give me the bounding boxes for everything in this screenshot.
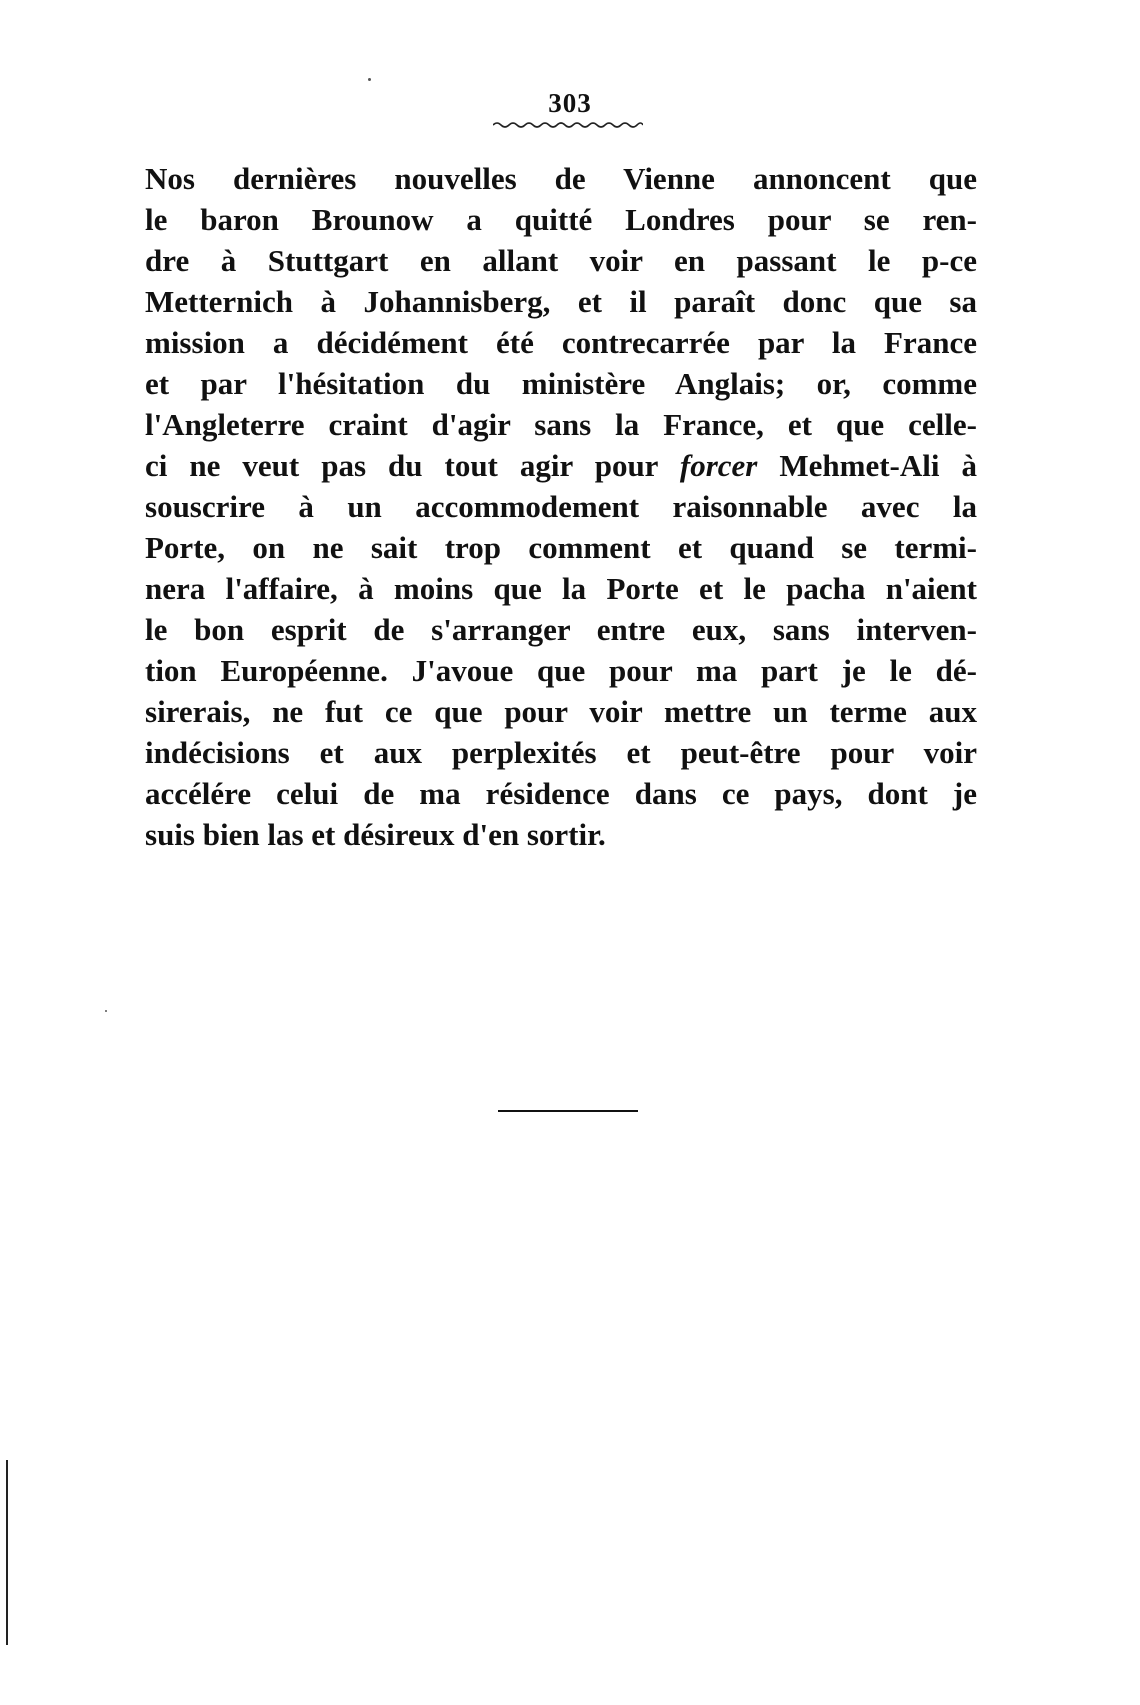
- text-line: Nos dernières nouvelles de Vienne annoncent que: [145, 161, 977, 196]
- text-line-with-italic: [145, 445, 977, 486]
- page-number-wavy-underline: [493, 120, 643, 130]
- text-line: nera l'affaire, à moins que la Porte et le pacha n'aient: [145, 571, 977, 606]
- text-line: indécisions et aux perplexités et peut-être pour voir: [145, 735, 977, 770]
- text-line: tion Européenne. J'avoue que pour ma part je le dé-: [145, 653, 977, 688]
- scan-speck: [368, 78, 371, 81]
- text-segment: ci ne veut pas du tout agir pour: [145, 448, 680, 483]
- scan-speck: [105, 1010, 107, 1012]
- text-line: Porte, on ne sait trop comment et quand se termi-: [145, 530, 977, 565]
- italic-word: forcer: [679, 448, 758, 483]
- text-line: Metternich à Johannisberg, et il paraît donc que sa: [145, 284, 977, 319]
- text-line: sirerais, ne fut ce que pour voir mettre un terme aux: [145, 694, 977, 729]
- text-line: l'Angleterre craint d'agir sans la France, et que celle-: [145, 407, 977, 442]
- text-line: accélére celui de ma résidence dans ce pays, dont je: [145, 776, 977, 811]
- text-segment: Mehmet-Ali à: [757, 448, 977, 483]
- text-line: et par l'hésitation du ministère Anglais; or, comme: [145, 366, 977, 401]
- text-line: souscrire à un accommodement raisonnable avec la: [145, 489, 977, 524]
- section-end-rule: [498, 1110, 638, 1112]
- text-line: le bon esprit de s'arranger entre eux, sans interven-: [145, 612, 977, 647]
- text-line: dre à Stuttgart en allant voir en passant le p-ce: [145, 243, 977, 278]
- body-text: [145, 158, 977, 855]
- scan-margin-mark: [6, 1460, 8, 1645]
- page-number: 303: [548, 88, 592, 118]
- text-line: mission a décidément été contrecarrée par la France: [145, 325, 977, 360]
- text-line-last: suis bien las et désireux d'en sortir.: [145, 817, 606, 852]
- text-line: le baron Brounow a quitté Londres pour se ren-: [145, 202, 977, 237]
